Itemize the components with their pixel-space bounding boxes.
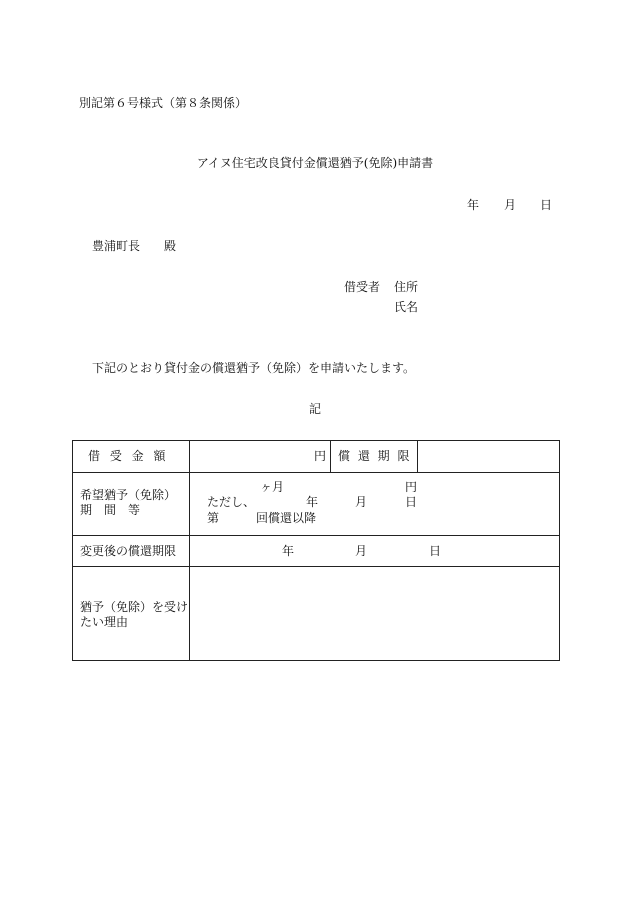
table-rule [73,472,559,473]
date-day-label: 日 [540,198,553,212]
reason-label-line1: 猶予（免除）を受け [80,600,189,614]
yen-unit: 円 [314,449,327,463]
table-rule [330,441,331,472]
day-unit: 日 [429,544,442,558]
reason-label-line2: たい理由 [80,615,129,629]
name-label: 氏名 [394,300,419,314]
day-unit: 日 [405,495,418,509]
month-unit: 月 [355,544,368,558]
loan-amount-field[interactable] [190,441,322,472]
repayment-deadline-label: 償 還 期 限 [338,449,412,463]
installment-suffix: 回償還以降 [256,511,317,525]
yen-unit: 円 [405,480,418,494]
deferment-period-label-line1: 希望猶予（免除） [80,488,177,502]
month-unit: 月 [355,495,368,509]
date-year-label: 年 [467,198,480,212]
borrower-role-label: 借受者 [344,280,381,294]
ki-heading: 記 [308,402,321,416]
repayment-deadline-field[interactable] [418,441,558,472]
months-unit: ヶ月 [260,480,285,494]
changed-deadline-label: 変更後の償還期限 [80,544,177,558]
loan-amount-label: 借 受 金 額 [88,449,169,463]
addressee-honorific: 殿 [164,239,177,253]
installment-prefix: 第 [207,511,220,525]
request-statement: 下記のとおり貸付金の償還猶予（免除）を申請いたします。 [92,361,416,375]
form-number: 別記第６号様式（第８条関係） [79,96,248,110]
year-unit: 年 [282,544,295,558]
addressee-name: 豊浦町長 [92,239,141,253]
table-rule [73,535,559,536]
deferment-period-label-line2: 期 間 等 [80,503,141,517]
address-label: 住所 [394,280,419,294]
document-title: アイヌ住宅改良貸付金償還猶予(免除)申請書 [196,156,434,170]
application-table [72,440,560,661]
proviso-text: ただし、 [207,495,256,509]
date-month-label: 月 [504,198,517,212]
reason-field[interactable] [190,567,558,660]
year-unit: 年 [306,495,319,509]
